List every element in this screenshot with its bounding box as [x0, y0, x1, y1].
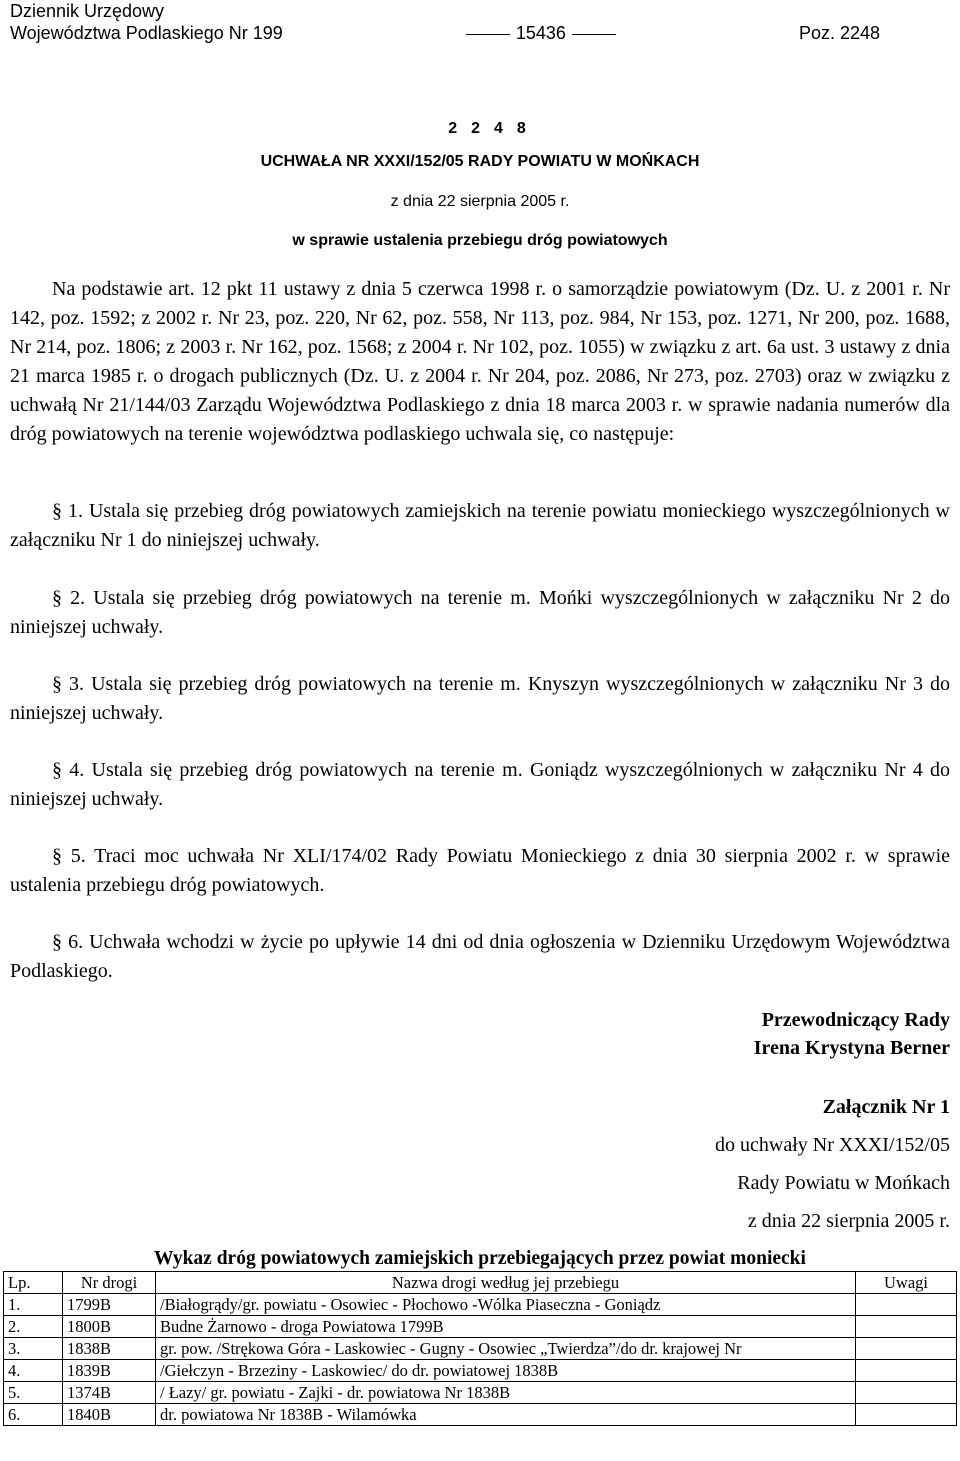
cell-lp: 3. — [4, 1338, 63, 1360]
page-number: 15436 — [515, 23, 566, 43]
annex-line-2: Rady Powiatu w Mońkach — [737, 1172, 950, 1194]
cell-lp: 1. — [4, 1294, 63, 1316]
paragraph-4 — [10, 756, 950, 814]
page-number-group — [460, 22, 622, 44]
cell-notes — [856, 1338, 957, 1360]
table-row — [4, 1382, 957, 1404]
cell-lp: 4. — [4, 1360, 63, 1382]
table-row — [4, 1360, 957, 1382]
paragraph-text: § 4. Ustala się przebieg dróg powiatowych na terenie m. Goniądz wyszczególnionych w załączniku Nr 4 do niniejszej uchwały. — [10, 759, 950, 810]
paragraph-3 — [10, 670, 950, 728]
header-road-number: Nr drogi — [63, 1272, 156, 1294]
annex-line-3: z dnia 22 sierpnia 2005 r. — [747, 1210, 950, 1232]
preamble — [10, 275, 950, 449]
paragraph-text: § 1. Ustala się przebieg dróg powiatowych zamiejskich na terenie powiatu monieckiego wyszczególnionych w załączniku Nr 1 do niniejszej uchwały. — [10, 500, 950, 551]
cell-lp: 5. — [4, 1382, 63, 1404]
cell-road-name: / Łazy/ gr. powiatu - Zajki - dr. powiatowa Nr 1838B — [156, 1382, 856, 1404]
paragraph-text: § 2. Ustala się przebieg dróg powiatowych na terenie m. Mońki wyszczególnionych w załączniku Nr 2 do niniejszej uchwały. — [10, 587, 950, 638]
cell-road-name: gr. pow. /Strękowa Góra - Laskowiec - Gugny - Osowiec „Twierdza”/do dr. krajowej Nr — [156, 1338, 856, 1360]
cell-notes — [856, 1360, 957, 1382]
roads-table — [3, 1271, 957, 1426]
header-notes: Uwagi — [856, 1272, 957, 1294]
journal-line — [10, 22, 880, 44]
table-header-row — [4, 1272, 957, 1294]
cell-notes — [856, 1294, 957, 1316]
position-number: Poz. 2248 — [798, 23, 880, 43]
journal-volume: Województwa Podlaskiego Nr 199 — [10, 23, 283, 43]
paragraph-text: § 5. Traci moc uchwała Nr XLI/174/02 Rady Powiatu Monieckiego z dnia 30 sierpnia 2002 r. w sprawie ustalenia przebiegu dróg powiatowych. — [10, 845, 950, 896]
table-row — [4, 1316, 957, 1338]
signature-block — [450, 1006, 950, 1062]
annex-title: Załącznik Nr 1 — [822, 1096, 950, 1118]
cell-notes — [856, 1316, 957, 1338]
cell-lp: 2. — [4, 1316, 63, 1338]
resolution-date: z dnia 22 sierpnia 2005 r. — [390, 193, 570, 210]
signature-role: Przewodniczący Rady — [761, 1009, 950, 1031]
cell-road-name: /Giełczyn - Brzeziny - Laskowiec/ do dr. powiatowej 1838B — [156, 1360, 856, 1382]
paragraph-6 — [10, 928, 950, 986]
preamble-text: Na podstawie art. 12 pkt 11 ustawy z dnia 5 czerwca 1998 r. o samorządzie powiatowym (Dz. U. z 2001 r. Nr 142, poz. 1592; z 2002 r. Nr 23, poz. 220, Nr 62, poz. 558, Nr 113, poz. 984, Nr 153, poz. 1271, Nr 200, poz. 1688, Nr 214, poz. 1806; z 2003 r. Nr 162, poz. 1568; z 2004 r. Nr 102, poz. 1055) w związku z art. 6a ust. 3 ustawy z dnia 21 marca 1985 r. o drogach publicznych (Dz. U. z 2004 r. Nr 204, poz. 2086, Nr 273, poz. 2703) oraz w związku z uchwałą Nr 21/144/03 Zarządu Województwa Podlaskiego z dnia 18 marca 2003 r. w sprawie nadania numerów dla dróg powiatowych na terenie województwa podlaskiego uchwala się, co następuje: — [10, 278, 950, 445]
resolution-subject: w sprawie ustalenia przebiegu dróg powiatowych — [292, 232, 668, 249]
cell-lp: 6. — [4, 1404, 63, 1426]
cell-road-number: 1838B — [63, 1338, 156, 1360]
paragraph-text: § 3. Ustala się przebieg dróg powiatowych na terenie m. Knyszyn wyszczególnionych w załączniku Nr 3 do niniejszej uchwały. — [10, 673, 950, 724]
cell-road-name: dr. powiatowa Nr 1838B - Wilamówka — [156, 1404, 856, 1426]
journal-name: Dziennik Urzędowy — [10, 1, 165, 21]
running-header — [10, 0, 880, 44]
dash-right — [572, 34, 616, 35]
resolution-title: UCHWAŁA NR XXXI/152/05 RADY POWIATU W MOŃKACH — [260, 153, 700, 170]
table-title: Wykaz dróg powiatowych zamiejskich przebiegających przez powiat moniecki — [154, 1248, 806, 1269]
paragraph-text: § 6. Uchwała wchodzi w życie po upływie 14 dni od dnia ogłoszenia w Dzienniku Urzędowym Województwa Podlaskiego. — [10, 931, 950, 982]
paragraph-1 — [10, 497, 950, 555]
cell-road-number: 1840B — [63, 1404, 156, 1426]
cell-road-name: /Białogrądy/gr. powiatu - Osowiec - Płochowo -Wólka Piaseczna - Goniądz — [156, 1294, 856, 1316]
header-lp: Lp. — [4, 1272, 63, 1294]
cell-notes — [856, 1382, 957, 1404]
table-row — [4, 1338, 957, 1360]
cell-notes — [856, 1404, 957, 1426]
cell-road-name: Budne Żarnowo - droga Powiatowa 1799B — [156, 1316, 856, 1338]
signature-name: Irena Krystyna Berner — [753, 1037, 950, 1059]
dash-left — [466, 34, 510, 35]
header-road-name: Nazwa drogi według jej przebiegu — [156, 1272, 856, 1294]
table-row — [4, 1294, 957, 1316]
cell-road-number: 1839B — [63, 1360, 156, 1382]
annex-line-1: do uchwały Nr XXXI/152/05 — [715, 1134, 950, 1156]
cell-road-number: 1799B — [63, 1294, 156, 1316]
table-row — [4, 1404, 957, 1426]
cell-road-number: 1374B — [63, 1382, 156, 1404]
annex-header — [450, 1088, 950, 1240]
paragraph-5 — [10, 842, 950, 900]
resolution-number: 2248 — [448, 120, 540, 137]
paragraph-2 — [10, 584, 950, 642]
cell-road-number: 1800B — [63, 1316, 156, 1338]
